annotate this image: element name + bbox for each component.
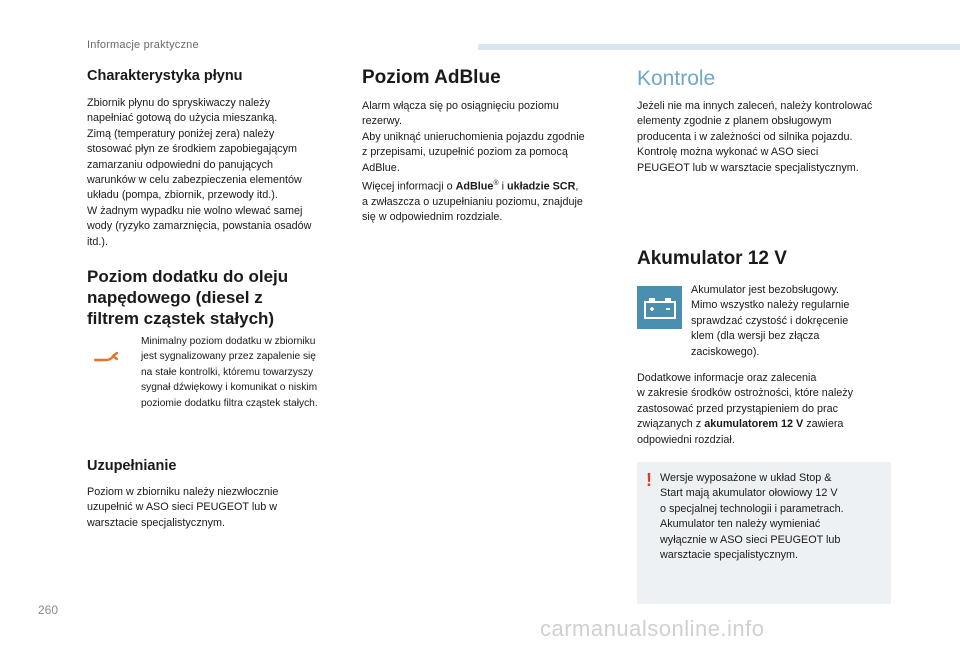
adblue-text-3: , a zwłaszcza o uzupełnianiu poziomu, znajduje się w odpowiednim rozdziale. (362, 180, 583, 224)
adblue-bold-2: układzie SCR (506, 180, 576, 193)
additive-title-line-3: filtrem cząstek stałych) (87, 309, 275, 328)
battery-more-2: zawiera odpowiedni rozdział. (637, 418, 844, 446)
battery-more-1: Dodatkowe informacje oraz zalecenia w zakresie środków ostrożności, które należy zastosować przed przystąpieniem do prac związanych z (637, 372, 854, 431)
battery-title: Akumulator 12 V (637, 248, 787, 269)
refill-title: Uzupełnianie (87, 458, 177, 474)
checks-title: Kontrole (637, 67, 716, 90)
battery-more (637, 371, 902, 448)
section-label: Informacje praktyczne (87, 39, 199, 51)
refill-text: Poziom w zbiorniku należy niezwłocznie uzupełnić w ASO sieci PEUGEOT lub w warsztacie specjalistycznym. (87, 486, 279, 529)
additive-title-line-2: napędowego (diesel z (87, 288, 263, 307)
battery-text: Akumulator jest bezobsługowy. Mimo wszystko należy regularnie sprawdzać czystość i dokręcenie klem (dla wersji bez złącza zaciskowego). (691, 284, 850, 358)
watermark: carmanualsonline.info (540, 616, 765, 641)
checks-text: Jeżeli nie ma innych zaleceń, należy kontrolować elementy zgodnie z planem obsługowym producenta i w zależności od silnika pojazdu. Kontrolę można wykonać w ASO sieci PEUGEOT lub w warsztacie specjalistycznym. (637, 100, 873, 174)
battery-more-bold: akumulatorem 12 V (704, 418, 804, 431)
adblue-bold-1: AdBlue (455, 180, 494, 193)
adblue-title: Poziom AdBlue (362, 67, 501, 88)
warning-icon: ! (646, 470, 652, 490)
additive-title (87, 266, 357, 329)
warning-text: Wersje wyposażone w układ Stop & Start mają akumulator ołowiowy 12 V o specjalnej technologii i parametrach. Akumulator ten należy wymieniać wyłącznie w ASO sieci PEUGEOT lub warsztacie specjalistycznym. (660, 472, 844, 562)
additive-text: Minimalny poziom dodatku w zbiorniku jest sygnalizowany przez zapalenie się na stałe kontrolki, któremu towarzyszy sygnał dźwiękowy i komunikat o niskim poziomie dodatku filtra cząstek stałych. (141, 336, 318, 409)
page-number: 260 (38, 603, 59, 617)
adblue-text (362, 99, 622, 226)
additive-title-line-1: Poziom dodatku do oleju (87, 267, 289, 286)
fluid-text: Zbiornik płynu do spryskiwaczy należy napełniać gotową do użycia mieszanką. Zimą (temperatury poniżej zera) należy stosować płyn ze środkiem zapobiegającym zamarzaniu odpowiedni do panujących warunków w celu zabezpieczenia elementów układu (pompa, zbiornik, przewody itd.). W żadnym wypadku nie wolno wlewać samej wody (ryzyko zamarznięcia, powstania osadów itd.). (87, 97, 312, 248)
fuel-additive-warning-icon (94, 350, 118, 368)
adblue-text-2: i (498, 180, 507, 193)
battery-icon (637, 286, 682, 329)
adblue-registered: ® (493, 180, 499, 188)
fluid-title: Charakterystyka płynu (87, 68, 243, 84)
header-bar (478, 44, 960, 50)
adblue-text-1: Alarm włącza się po osiągnięciu poziomu rezerwy. Aby uniknąć unieruchomienia pojazdu zgodnie z przepisami, uzupełnić poziom za pomocą AdBlue. Więcej informacji o (362, 100, 585, 193)
